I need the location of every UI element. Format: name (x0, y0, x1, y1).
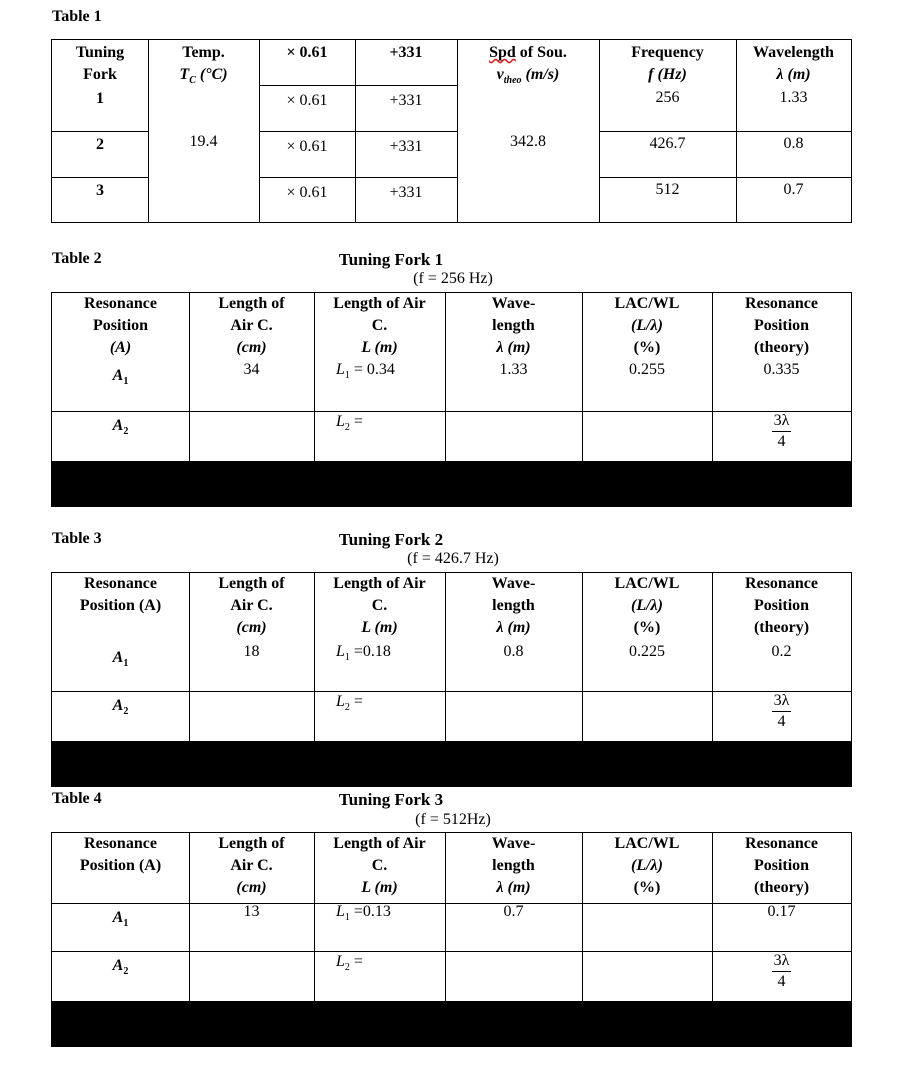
length-cm-a1: 13 (243, 903, 260, 920)
resonance-a1: $A_1$ (112, 909, 129, 930)
redacted-bar (52, 1001, 851, 1046)
redacted-bar (52, 741, 851, 786)
length-cm-a1: 34 (243, 361, 260, 378)
table1-caption: Table 1 (52, 8, 102, 25)
theory-a2: $\frac{3\lambda}{4}$ (773, 692, 790, 730)
header-resonance-position: Resonance Position (A) (79, 575, 162, 614)
header-wavelength: Wavelength λ (m) (753, 44, 834, 83)
theory-a1: 0.2 (771, 643, 792, 660)
header-tuning-fork: Tuning Fork (75, 44, 125, 83)
add-3: +331 (389, 184, 423, 201)
lac-wl-a1: 0.255 (629, 361, 665, 378)
resonance-a1: $A_1$ (112, 649, 129, 670)
header-temperature: Temp. $T_C$ (°C) (179, 44, 228, 87)
table3-caption: Table 3 (52, 530, 102, 547)
redacted-bar (52, 461, 851, 506)
header-lac-wl: LAC/WL (L/λ) (%) (614, 575, 680, 636)
frequency-1: 256 (655, 89, 680, 106)
fork-number-3: 3 (96, 182, 104, 199)
length-m-a2: $L_2$ = (336, 413, 363, 434)
header-speed-of-sound: Spd of Sou. $v_{theo}$ (m/s) (489, 44, 567, 87)
header-length-m: Length of Air C. L (m) (333, 295, 426, 356)
resonance-a2: $A_2$ (112, 417, 129, 438)
theory-a2: $\frac{3\lambda}{4}$ (773, 952, 790, 990)
multiplier-3: × 0.61 (286, 184, 328, 201)
resonance-a1: $A_1$ (112, 367, 129, 388)
table3-title: Tuning Fork 2 (338, 530, 444, 549)
resonance-a2: $A_2$ (112, 957, 129, 978)
table4 (51, 832, 852, 1047)
header-length-m: Length of Air C. L (m) (333, 575, 426, 636)
header-lac-wl: LAC/WL (L/λ) (%) (614, 835, 680, 896)
fork-number-1: 1 (96, 90, 104, 107)
length-m-a1: $L_1 =0.18$ (336, 643, 391, 664)
header-add: +331 (389, 44, 423, 61)
table3 (51, 572, 852, 787)
temperature-value: 19.4 (189, 133, 218, 150)
speed-value: 342.8 (510, 133, 546, 150)
length-m-a1: $L_1 = 0.34$ (336, 361, 395, 382)
header-resonance-theory: Resonance Position (theory) (745, 295, 818, 356)
multiplier-2: × 0.61 (286, 138, 328, 155)
header-wavelength: Wave- length λ (m) (491, 295, 536, 356)
length-cm-a1: 18 (243, 643, 260, 660)
header-resonance-theory: Resonance Position (theory) (745, 835, 818, 896)
header-length-cm: Length of Air C. (cm) (218, 295, 285, 356)
frequency-3: 512 (655, 181, 680, 198)
theory-a1: 0.17 (767, 903, 796, 920)
table1 (51, 39, 852, 223)
add-1: +331 (389, 92, 423, 109)
wavelength-a1: 0.7 (503, 903, 524, 920)
table4-title: Tuning Fork 3 (338, 790, 444, 809)
wavelength-a1: 1.33 (499, 361, 528, 378)
table4-caption: Table 4 (52, 790, 102, 807)
header-resonance-theory: Resonance Position (theory) (745, 575, 818, 636)
theory-a1: 0.335 (763, 361, 800, 378)
length-m-a2: $L_2$ = (336, 953, 363, 974)
header-length-cm: Length of Air C. (cm) (218, 835, 285, 896)
header-length-cm: Length of Air C. (cm) (218, 575, 285, 636)
table3-subtitle: (f = 426.7 Hz) (407, 550, 499, 567)
multiplier-1: × 0.61 (286, 92, 328, 109)
resonance-a2: $A_2$ (112, 697, 129, 718)
table4-subtitle: (f = 512Hz) (415, 811, 491, 828)
length-m-a2: $L_2$ = (336, 693, 363, 714)
wavelength-3: 0.7 (783, 181, 804, 198)
fork-number-2: 2 (96, 136, 104, 153)
header-wavelength: Wave- length λ (m) (491, 575, 536, 636)
header-multiplier: × 0.61 (286, 44, 328, 61)
table2-subtitle: (f = 256 Hz) (413, 270, 493, 287)
header-wavelength: Wave- length λ (m) (491, 835, 536, 896)
lac-wl-a1: 0.225 (629, 643, 665, 660)
table2-caption: Table 2 (52, 250, 102, 267)
length-m-a1: $L_1 =0.13$ (336, 903, 391, 924)
table2-title: Tuning Fork 1 (338, 250, 444, 269)
wavelength-1: 1.33 (779, 89, 808, 106)
header-lac-wl: LAC/WL (L/λ) (%) (614, 295, 680, 356)
header-frequency: Frequency f (Hz) (631, 44, 704, 83)
wavelength-a1: 0.8 (503, 643, 524, 660)
header-resonance-position: Resonance Position (A) (84, 295, 157, 356)
add-2: +331 (389, 138, 423, 155)
header-length-m: Length of Air C. L (m) (333, 835, 426, 896)
header-resonance-position: Resonance Position (A) (79, 835, 162, 874)
theory-a2: $\frac{3\lambda}{4}$ (773, 412, 790, 450)
frequency-2: 426.7 (649, 135, 686, 152)
table2 (51, 292, 852, 507)
wavelength-2: 0.8 (783, 135, 804, 152)
